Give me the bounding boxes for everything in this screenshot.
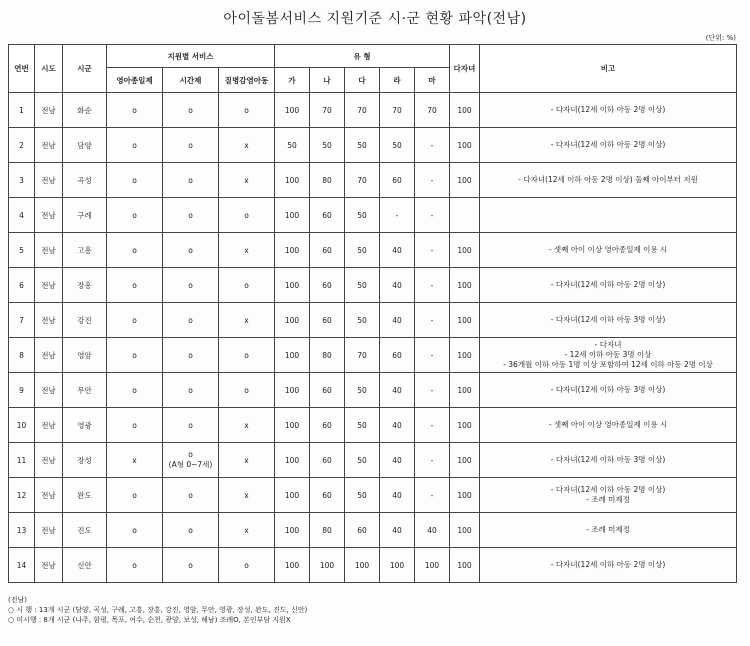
- cell-note: [480, 163, 737, 198]
- cell-type-ra: 40: [380, 303, 415, 338]
- row-number: 5: [9, 233, 35, 268]
- cell-type-na: 60: [310, 303, 345, 338]
- row-sigun: 장흥: [63, 268, 107, 303]
- cell-type-da: 50: [345, 233, 380, 268]
- cell-hourly: o: [163, 478, 219, 513]
- cell-type-na: 60: [310, 268, 345, 303]
- footer-implemented: ○ 시 행 : 13개 시군 (담양, 곡성, 구례, 고흥, 장흥, 강진, 영암, 무안, 영광, 장성, 완도, 진도, 신안): [8, 606, 308, 614]
- row-sido: 전남: [35, 303, 63, 338]
- cell-note: [480, 338, 737, 373]
- table-row: [9, 198, 737, 233]
- cell-multi-child: 100: [450, 163, 480, 198]
- cell-sick-child: x: [219, 163, 275, 198]
- cell-type-ma: -: [415, 373, 450, 408]
- table-row: [9, 268, 737, 303]
- table-row: [9, 303, 737, 338]
- note-line: - 다자녀: [594, 340, 622, 349]
- cell-type-na: 80: [310, 163, 345, 198]
- note-line: - 36개월 이하 아동 1명 이상 포함하여 12세 이하 아동 2명 이상: [503, 360, 713, 369]
- cell-type-da: 100: [345, 548, 380, 583]
- cell-type-ra: 40: [380, 373, 415, 408]
- cell-note: [480, 198, 737, 233]
- cell-infant-fullday: o: [107, 268, 163, 303]
- cell-type-ga: 100: [275, 93, 310, 128]
- cell-infant-fullday: o: [107, 548, 163, 583]
- row-number: 6: [9, 268, 35, 303]
- cell-sick-child: o: [219, 268, 275, 303]
- cell-sick-child: o: [219, 338, 275, 373]
- cell-type-ga: 100: [275, 303, 310, 338]
- cell-type-na: 60: [310, 373, 345, 408]
- row-sigun: 진도: [63, 513, 107, 548]
- cell-type-da: 50: [345, 478, 380, 513]
- cell-infant-fullday: o: [107, 513, 163, 548]
- cell-hourly: o: [163, 548, 219, 583]
- cell-note: [480, 478, 737, 513]
- cell-type-ma: -: [415, 303, 450, 338]
- cell-hourly: o: [163, 303, 219, 338]
- row-sigun: 무안: [63, 373, 107, 408]
- note-line: - 셋째 아이 이상 영아종일제 이용 시: [548, 245, 668, 254]
- row-sigun: 화순: [63, 93, 107, 128]
- cell-infant-fullday: o: [107, 373, 163, 408]
- cell-type-ra: 40: [380, 408, 415, 443]
- cell-sick-child: x: [219, 513, 275, 548]
- header-type-na: 나: [310, 68, 345, 93]
- cell-type-na: 80: [310, 338, 345, 373]
- note-line: - 조례 미제정: [586, 495, 630, 504]
- row-sigun: 구례: [63, 198, 107, 233]
- table-row: [9, 513, 737, 548]
- note-line: - 다자녀(12세 이하 아동 3명 이상): [550, 455, 666, 464]
- row-sido: 전남: [35, 338, 63, 373]
- table-row: [9, 478, 737, 513]
- cell-infant-fullday: o: [107, 338, 163, 373]
- cell-type-ga: 100: [275, 338, 310, 373]
- row-sido: 전남: [35, 198, 63, 233]
- cell-type-ga: 100: [275, 373, 310, 408]
- footer-notes: [8, 595, 307, 625]
- cell-hourly: o: [163, 338, 219, 373]
- unit-label: (단위: %): [705, 34, 736, 42]
- cell-infant-fullday: o: [107, 128, 163, 163]
- cell-sick-child: x: [219, 408, 275, 443]
- row-sigun: 영암: [63, 338, 107, 373]
- header-service: 지원별 서비스: [107, 45, 275, 68]
- cell-infant-fullday: o: [107, 198, 163, 233]
- cell-hourly: [163, 443, 219, 478]
- cell-type-ma: -: [415, 268, 450, 303]
- cell-type-da: 50: [345, 128, 380, 163]
- row-number: 9: [9, 373, 35, 408]
- cell-note: [480, 233, 737, 268]
- cell-type-ma: -: [415, 198, 450, 233]
- note-line: - 다자녀(12세 이하 아동 2명 이상): [550, 280, 666, 289]
- cell-sick-child: o: [219, 548, 275, 583]
- support-criteria-table: [8, 44, 737, 583]
- cell-type-ga: 100: [275, 443, 310, 478]
- row-sido: 전남: [35, 93, 63, 128]
- cell-type-na: 60: [310, 478, 345, 513]
- document-title: 아이돌봄서비스 지원기준 시·군 현황 파악(전남): [223, 11, 527, 27]
- cell-type-ra: -: [380, 198, 415, 233]
- row-sido: 전남: [35, 513, 63, 548]
- header-row-1: [9, 45, 737, 68]
- cell-multi-child: 100: [450, 268, 480, 303]
- cell-multi-child: 100: [450, 478, 480, 513]
- cell-type-na: 60: [310, 408, 345, 443]
- cell-type-na: 60: [310, 443, 345, 478]
- cell-multi-child: 100: [450, 513, 480, 548]
- cell-type-ra: 60: [380, 338, 415, 373]
- cell-note: [480, 128, 737, 163]
- row-sido: 전남: [35, 478, 63, 513]
- note-line: - 12세 이하 아동 3명 이상: [564, 350, 652, 359]
- cell-type-ga: 100: [275, 478, 310, 513]
- row-sido: 전남: [35, 408, 63, 443]
- cell-infant-fullday: o: [107, 93, 163, 128]
- cell-note: [480, 93, 737, 128]
- header-sigun: 시군: [63, 45, 107, 93]
- note-line: - 다자녀(12세 이하 아동 2명 이상) 둘째 아이부터 지원: [518, 175, 698, 184]
- cell-type-ma: 70: [415, 93, 450, 128]
- cell-infant-fullday: x: [107, 443, 163, 478]
- cell-type-da: 70: [345, 338, 380, 373]
- row-number: 10: [9, 408, 35, 443]
- row-number: 7: [9, 303, 35, 338]
- cell-type-ra: 70: [380, 93, 415, 128]
- table-row: [9, 548, 737, 583]
- table-row: [9, 128, 737, 163]
- note-line: - 다자녀(12세 이하 아동 2명 이상): [550, 485, 666, 494]
- row-sigun: 신안: [63, 548, 107, 583]
- cell-type-na: 60: [310, 233, 345, 268]
- header-type-ga: 가: [275, 68, 310, 93]
- cell-multi-child: 100: [450, 443, 480, 478]
- cell-hourly: o: [163, 233, 219, 268]
- table-row: [9, 93, 737, 128]
- cell-type-na: 50: [310, 128, 345, 163]
- row-number: 13: [9, 513, 35, 548]
- header-note: 비고: [480, 45, 737, 93]
- row-number: 2: [9, 128, 35, 163]
- cell-type-ma: -: [415, 163, 450, 198]
- cell-multi-child: 100: [450, 338, 480, 373]
- cell-infant-fullday: o: [107, 478, 163, 513]
- cell-type-ga: 100: [275, 513, 310, 548]
- cell-type-ma: 40: [415, 513, 450, 548]
- cell-type-ga: 100: [275, 408, 310, 443]
- cell-hourly: o: [163, 373, 219, 408]
- cell-type-ga: 100: [275, 233, 310, 268]
- cell-type-da: 50: [345, 408, 380, 443]
- cell-note: [480, 373, 737, 408]
- row-sigun: 곡성: [63, 163, 107, 198]
- note-line: - 다자녀(12세 이하 아동 3명 이상): [550, 385, 666, 394]
- row-sido: 전남: [35, 373, 63, 408]
- cell-note: [480, 443, 737, 478]
- header-type-ma: 마: [415, 68, 450, 93]
- header-multi-child: 다자녀: [450, 45, 480, 93]
- header-type: 유 형: [275, 45, 450, 68]
- cell-hourly: o: [163, 128, 219, 163]
- cell-type-ra: 60: [380, 163, 415, 198]
- footer-region: (전남): [8, 596, 27, 604]
- cell-multi-child: 100: [450, 408, 480, 443]
- cell-multi-child: 100: [450, 128, 480, 163]
- header-svc-infant-fullday: 영아종일제: [107, 68, 163, 93]
- cell-infant-fullday: o: [107, 303, 163, 338]
- cell-note: [480, 548, 737, 583]
- cell-type-ga: 100: [275, 268, 310, 303]
- cell-type-ra: 100: [380, 548, 415, 583]
- header-type-ra: 라: [380, 68, 415, 93]
- cell-type-da: 70: [345, 93, 380, 128]
- cell-multi-child: 100: [450, 93, 480, 128]
- row-number: 12: [9, 478, 35, 513]
- row-sido: 전남: [35, 233, 63, 268]
- table-row: [9, 408, 737, 443]
- header-sido: 시도: [35, 45, 63, 93]
- cell-type-da: 50: [345, 303, 380, 338]
- row-sido: 전남: [35, 548, 63, 583]
- cell-type-ra: 40: [380, 478, 415, 513]
- footer-not-implemented: ○ 미시행 : 8개 시군 (나주, 함평, 목포, 여수, 순천, 광양, 보성, 해남) 조례O, 본인부담 지원X: [8, 616, 291, 624]
- cell-type-ma: -: [415, 338, 450, 373]
- cell-type-na: 100: [310, 548, 345, 583]
- cell-type-ga: 100: [275, 163, 310, 198]
- cell-multi-child: 100: [450, 303, 480, 338]
- row-sigun: 담양: [63, 128, 107, 163]
- cell-note: [480, 268, 737, 303]
- cell-type-ma: -: [415, 408, 450, 443]
- cell-hourly-mark: o: [188, 450, 193, 459]
- cell-multi-child: 100: [450, 233, 480, 268]
- cell-type-na: 80: [310, 513, 345, 548]
- row-sigun: 영광: [63, 408, 107, 443]
- table-row: [9, 233, 737, 268]
- row-sigun: 강진: [63, 303, 107, 338]
- note-line: - 셋째 아이 이상 영아종일제 이용 시: [548, 420, 668, 429]
- cell-sick-child: o: [219, 93, 275, 128]
- cell-hourly: o: [163, 93, 219, 128]
- cell-sick-child: x: [219, 478, 275, 513]
- cell-type-ra: 50: [380, 128, 415, 163]
- cell-hourly: o: [163, 268, 219, 303]
- cell-multi-child: 100: [450, 373, 480, 408]
- cell-hourly: o: [163, 513, 219, 548]
- row-number: 8: [9, 338, 35, 373]
- cell-sick-child: x: [219, 128, 275, 163]
- header-svc-hourly: 시간제: [163, 68, 219, 93]
- header-svc-sick-child: 질병감염아동: [219, 68, 275, 93]
- note-line: - 다자녀(12세 이하 아동 2명 이상): [550, 140, 666, 149]
- cell-type-da: 70: [345, 163, 380, 198]
- cell-type-ra: 40: [380, 268, 415, 303]
- cell-hourly: o: [163, 408, 219, 443]
- table-row: [9, 338, 737, 373]
- cell-type-ra: 40: [380, 233, 415, 268]
- cell-sick-child: x: [219, 233, 275, 268]
- cell-sick-child: x: [219, 303, 275, 338]
- note-line: - 조례 미제정: [586, 525, 630, 534]
- cell-type-ma: -: [415, 128, 450, 163]
- cell-type-ma: 100: [415, 548, 450, 583]
- cell-multi-child: [450, 198, 480, 233]
- row-number: 1: [9, 93, 35, 128]
- cell-infant-fullday: o: [107, 233, 163, 268]
- cell-type-da: 50: [345, 373, 380, 408]
- row-number: 11: [9, 443, 35, 478]
- note-line: - 다자녀(12세 이하 아동 3명 이상): [550, 315, 666, 324]
- cell-infant-fullday: o: [107, 163, 163, 198]
- cell-hourly-sub: (A형 0~7세): [168, 460, 213, 469]
- cell-type-da: 50: [345, 443, 380, 478]
- cell-type-ma: -: [415, 478, 450, 513]
- cell-type-ma: -: [415, 443, 450, 478]
- cell-type-da: 60: [345, 513, 380, 548]
- header-type-da: 다: [345, 68, 380, 93]
- cell-hourly: o: [163, 198, 219, 233]
- row-number: 4: [9, 198, 35, 233]
- cell-note: [480, 513, 737, 548]
- row-sido: 전남: [35, 268, 63, 303]
- cell-multi-child: 100: [450, 548, 480, 583]
- note-line: - 다자녀(12세 이하 아동 2명 이상): [550, 560, 666, 569]
- cell-type-ga: 50: [275, 128, 310, 163]
- cell-sick-child: o: [219, 373, 275, 408]
- row-sido: 전남: [35, 443, 63, 478]
- table-row: [9, 163, 737, 198]
- row-sigun: 완도: [63, 478, 107, 513]
- cell-type-da: 50: [345, 198, 380, 233]
- cell-type-ga: 100: [275, 198, 310, 233]
- table-row: [9, 373, 737, 408]
- cell-note: [480, 303, 737, 338]
- cell-type-ga: 100: [275, 548, 310, 583]
- row-number: 3: [9, 163, 35, 198]
- cell-type-ra: 40: [380, 513, 415, 548]
- cell-hourly: o: [163, 163, 219, 198]
- cell-type-na: 70: [310, 93, 345, 128]
- cell-type-da: 50: [345, 268, 380, 303]
- row-sigun: 고흥: [63, 233, 107, 268]
- row-sigun: 장성: [63, 443, 107, 478]
- cell-note: [480, 408, 737, 443]
- row-sido: 전남: [35, 128, 63, 163]
- cell-type-ma: -: [415, 233, 450, 268]
- table-row: [9, 443, 737, 478]
- cell-sick-child: x: [219, 443, 275, 478]
- header-no: 연번: [9, 45, 35, 93]
- cell-sick-child: o: [219, 198, 275, 233]
- cell-infant-fullday: o: [107, 408, 163, 443]
- cell-type-na: 60: [310, 198, 345, 233]
- row-sido: 전남: [35, 163, 63, 198]
- cell-type-ra: 40: [380, 443, 415, 478]
- row-number: 14: [9, 548, 35, 583]
- table-body: [9, 93, 737, 583]
- note-line: - 다자녀(12세 이하 아동 2명 이상): [550, 105, 666, 114]
